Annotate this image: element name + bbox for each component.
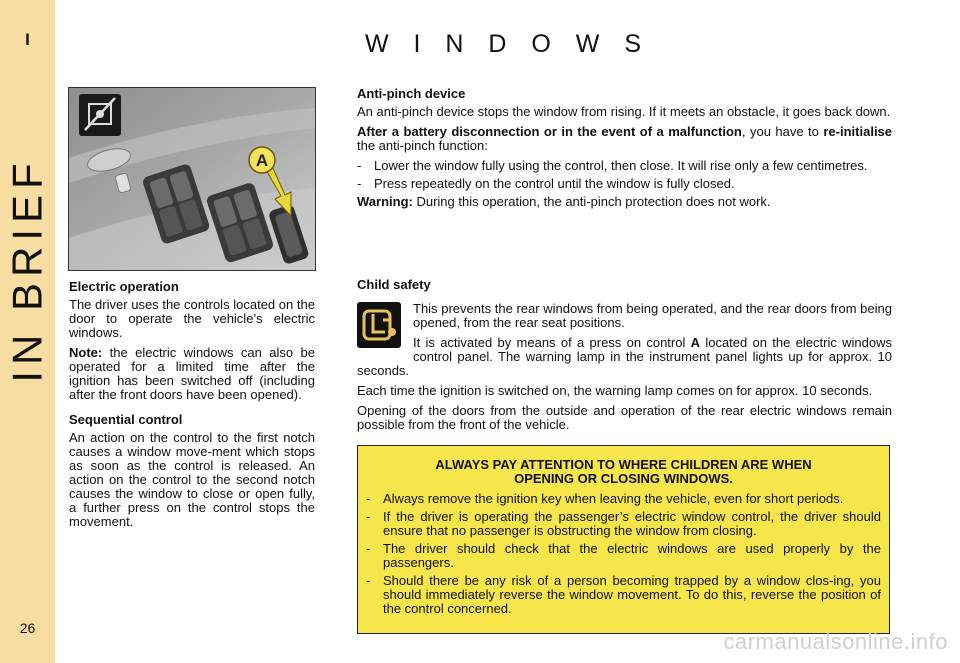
child-safety-heading: Child safety (357, 277, 431, 292)
child-safety-p2a: It is activated by means of a press on control (413, 335, 691, 350)
reinitialise-bold: re-initialise (823, 124, 893, 139)
battery-bold: After a battery disconnection or in the event of a malfunction (357, 124, 742, 139)
warning-box-item: - Should there be any risk of a person becoming trapped by a window clos-ing, you should immediately reverse the window movement. To do this, reverse the position of the control concerned. (366, 573, 881, 616)
warning-paragraph (357, 195, 892, 209)
page-number: 26 (19, 620, 36, 636)
child-safety-p1: This prevents the rear windows from being operated, and the rear doors from being opened, from the rear seat positions. (413, 301, 892, 330)
warning-text: During this operation, the anti-pinch protection does not work. (412, 194, 771, 209)
note-label: Note: (69, 345, 103, 360)
sequential-control-text: An action on the control to the first notch causes a window move-ment which stops as soon as the control is released. An action on the control to the second notch causes the window to close or open fully, a further press on the control stops the movement. (69, 430, 315, 529)
battery-paragraph (357, 125, 892, 153)
reinit-step-text: Press repeatedly on the control until the window is fully closed. (374, 176, 735, 191)
section-label (4, 120, 52, 420)
warning-box-item-text: Always remove the ignition key when leaving the vehicle, even for short periods. (383, 491, 844, 506)
note-paragraph (69, 346, 315, 402)
reinit-step-text: Lower the window fully using the control, then close. It will rise only a few centimetres. (374, 158, 868, 173)
window-controls-figure (68, 87, 316, 271)
child-safety-control-a: A (690, 335, 701, 350)
antipinch-text: An anti-pinch device stops the window from rising. If it meets an obstacle, it goes back down. (357, 104, 891, 119)
warning-box-item-text: The driver should check that the electric windows are used properly by the passengers. (383, 541, 881, 570)
battery-mid: , you have to (741, 124, 824, 139)
electric-operation-heading: Electric operation (69, 279, 179, 294)
reinit-step: - Lower the window fully using the control, then close. It will rise only a few centimetres. (357, 158, 868, 173)
page-title: W I N D O W S (364, 30, 651, 58)
warning-title-line1: ALWAYS PAY ATTENTION TO WHERE CHILDREN ARE WHEN (435, 457, 812, 472)
warning-box-item-text: Should there be any risk of a person becoming trapped by a window clos-ing, you should immediately reverse the window movement. To do this, reverse the position of the control concerned. (383, 573, 881, 616)
child-safety-p2 (357, 336, 892, 378)
watermark: carmanualsonline.info (723, 629, 948, 654)
child-lock-inset-icon (79, 94, 121, 136)
warning-label: Warning: (357, 194, 413, 209)
electric-operation-text: The driver uses the controls located on the door to operate the vehicle’s electric windows. (69, 297, 315, 340)
sidebar (0, 0, 55, 663)
warning-box-item: - The driver should check that the electric windows are used properly by the passengers. (366, 541, 881, 570)
callout-label-a: A (255, 151, 269, 170)
warning-box-title (366, 458, 881, 486)
child-safety-section (357, 277, 892, 438)
warning-box-item-text: If the driver is operating the passenger’s electric window control, the driver should ensure that no passenger is obstructing the window from closing. (383, 509, 881, 538)
section-label-text: IN BRIEF (4, 157, 52, 383)
child-safety-p4: Opening of the doors from the outside and operation of the rear electric windows remain possible from the front of the vehicle. (357, 403, 892, 432)
warning-title-line2: OPENING OR CLOSING WINDOWS. (514, 471, 733, 486)
battery-end: the anti-pinch function: (357, 138, 488, 153)
child-safety-p2b: located on the electric windows control panel. The warning lamp in the instrument panel lights up for approx. 10 seconds. (357, 335, 892, 378)
note-text: the electric windows can also be operated for a limited time after the ignition has been switched off (including after the front doors have been opened). (69, 345, 315, 402)
child-safety-p3: Each time the ignition is switched on, the warning lamp comes on for approx. 10 seconds. (357, 383, 873, 398)
window-controls-illustration (69, 88, 315, 270)
left-column (69, 279, 315, 535)
warning-box-item: - If the driver is operating the passenger’s electric window control, the driver should ensure that no passenger is obstructing the window from closing. (366, 509, 881, 538)
child-lock-warning-lamp-icon (357, 302, 401, 348)
right-column (357, 86, 892, 215)
child-warning-box (357, 445, 890, 634)
reinit-step: - Press repeatedly on the control until the window is fully closed. (357, 176, 735, 191)
antipinch-heading: Anti-pinch device (357, 86, 466, 101)
sequential-control-heading: Sequential control (69, 412, 183, 427)
warning-box-item: - Always remove the ignition key when leaving the vehicle, even for short periods. (366, 491, 844, 506)
section-number: I (25, 30, 30, 49)
